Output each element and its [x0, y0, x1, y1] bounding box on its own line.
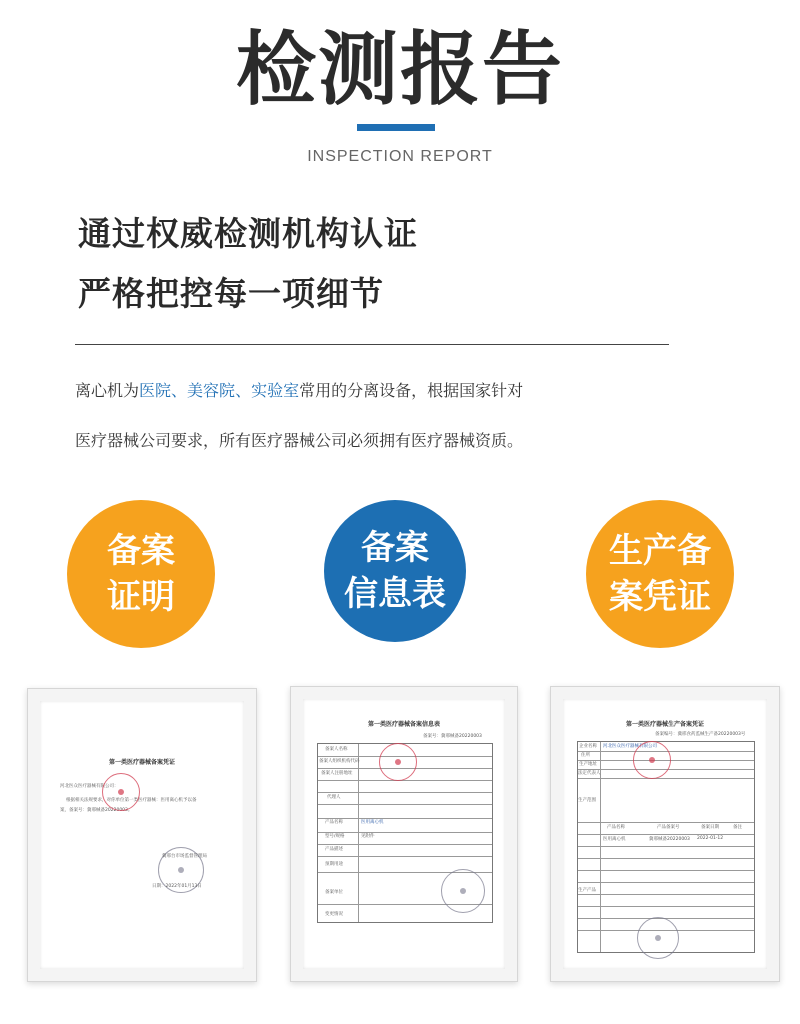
doc2-row-2: 备案人组织机构代码: [319, 759, 360, 764]
highlight-beauty-salon: 美容院: [187, 381, 236, 400]
doc2-row-1: 备案人名称: [325, 747, 348, 752]
doc2-value-5: 医用离心机: [361, 820, 384, 825]
doc3-row-5: 生产范围: [578, 798, 596, 803]
badge-3-line-1: 生产备: [609, 531, 711, 571]
badge-record-certificate: [67, 500, 215, 648]
badge-record-info-table: [324, 500, 466, 642]
doc3-number: 备案编号：冀邢食药监械生产备20220003号: [655, 732, 746, 737]
doc3-product: 医用离心机: [603, 837, 626, 842]
doc3-row-2: 住所: [581, 753, 590, 758]
doc3-row-6: 生产产品: [578, 888, 596, 893]
doc2-row-10: 变更情况: [325, 912, 343, 917]
doc3-col-3: 备案日期: [701, 825, 719, 830]
doc2-row-9: 备案单位: [325, 890, 343, 895]
document-frame-record-info-table: [290, 686, 518, 982]
document-frame-production-certificate: [550, 686, 780, 982]
doc1-line-2: 根据相关法规要求，对你单位第一类医疗器械：医用离心机予以备: [66, 798, 197, 803]
doc1-line-3: 案，备案号：冀邢械备20220003。: [60, 808, 133, 813]
authority-seal-icon: [637, 917, 679, 959]
doc2-row-7: 产品描述: [325, 847, 343, 852]
divider: [75, 344, 669, 345]
badge-production-certificate: [586, 500, 734, 648]
document-frame-record-certificate: [27, 688, 257, 982]
doc3-row-3: 生产地址: [579, 762, 597, 767]
doc3-company: 河北医众医疗器械有限公司: [603, 744, 657, 749]
badge-2-line-2: 信息表: [344, 574, 446, 614]
doc2-value-6: 见附件: [361, 834, 375, 839]
doc1-line-1: 河北医众医疗器械有限公司：: [60, 784, 119, 789]
doc2-title: 第一类医疗器械备案信息表: [367, 721, 440, 728]
highlight-sep-1: 、: [171, 381, 188, 400]
authority-seal-icon: [441, 869, 485, 913]
doc3-row-4: 法定代表人: [578, 771, 601, 776]
doc3-title: 第一类医疗器械生产备案凭证: [625, 721, 704, 728]
headline-2: 严格把控每一项细节: [78, 274, 384, 313]
title-underline: [357, 124, 435, 131]
highlight-sep-2: 、: [235, 381, 252, 400]
official-seal-icon: [102, 773, 140, 811]
doc1-date: 日期：2022年01月13日: [152, 884, 202, 889]
official-seal-icon: [379, 743, 417, 781]
badge-2-line-1: 备案: [361, 528, 429, 568]
page-title: 检测报告: [236, 23, 564, 116]
document-paper: [303, 699, 505, 969]
doc2-row-3: 备案人注册地址: [321, 771, 353, 776]
doc3-product-date: 2022-01-12: [697, 836, 724, 841]
page-subtitle: INSPECTION REPORT: [307, 148, 493, 165]
doc3-product-no: 冀邢械备20220003: [649, 837, 690, 842]
doc2-row-4: 代理人: [327, 795, 341, 800]
doc3-col-2: 产品备案号: [657, 825, 680, 830]
document-paper: [563, 699, 767, 969]
description-line-1: [75, 378, 523, 401]
doc2-row-5: 产品名称: [325, 820, 343, 825]
doc3-col-1: 产品名称: [607, 825, 625, 830]
badge-1-line-2: 证明: [107, 577, 175, 617]
description-suffix: 常用的分离设备，根据国家针对: [299, 381, 524, 400]
document-paper: [40, 701, 244, 969]
doc2-number: 备案号：冀邢械备20220003: [423, 734, 482, 739]
doc3-row-1: 企业名称: [579, 744, 597, 749]
official-seal-icon: [633, 741, 671, 779]
highlight-hospital: 医院: [139, 381, 172, 400]
badge-3-line-2: 案凭证: [609, 577, 711, 617]
doc3-col-4: 备注: [733, 825, 742, 830]
doc2-row-8: 预期用途: [325, 862, 343, 867]
doc1-title: 第一类医疗器械备案凭证: [108, 759, 175, 766]
description-line-2: 医疗器械公司要求，所有医疗器械公司必须拥有医疗器械资质。: [75, 431, 524, 450]
doc1-sign: 冀邢台市场监督管理局: [162, 854, 207, 859]
highlight-laboratory: 实验室: [251, 381, 300, 400]
description-prefix: 离心机为: [75, 381, 140, 400]
badge-1-line-1: 备案: [107, 531, 175, 571]
headline-1: 通过权威检测机构认证: [78, 214, 418, 253]
doc2-row-6: 型号/规格: [325, 834, 345, 839]
